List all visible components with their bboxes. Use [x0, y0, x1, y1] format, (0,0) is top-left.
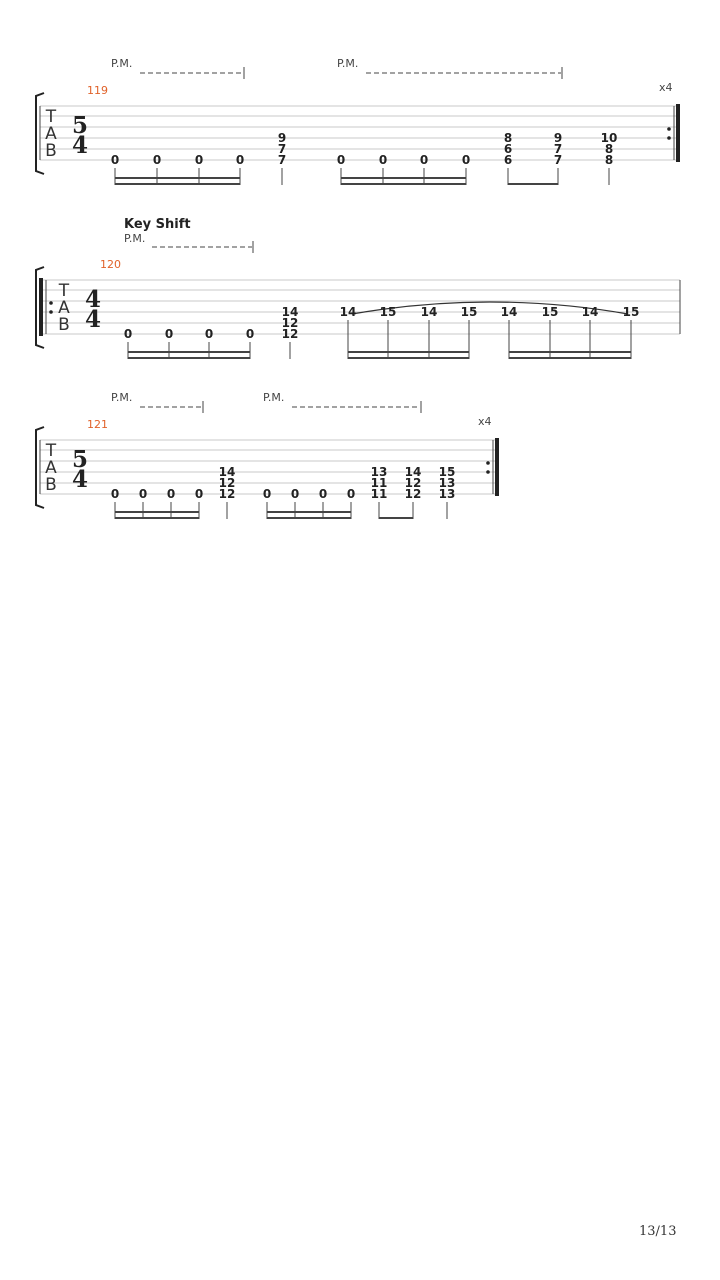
fret-number: 12: [281, 316, 299, 330]
repeat-dot: [667, 127, 671, 131]
fret-number: 7: [277, 142, 287, 156]
fret-number: 0: [346, 487, 356, 501]
fret-number: 7: [553, 153, 563, 167]
palm-mute-label: P.M.: [263, 391, 285, 404]
fret-number: 12: [404, 487, 422, 501]
fret-number: 15: [622, 305, 640, 319]
repeat-dot: [486, 461, 490, 465]
fret-number: 15: [460, 305, 478, 319]
fret-number: 0: [164, 327, 174, 341]
fret-number: 11: [370, 487, 388, 501]
fret-number: 8: [604, 153, 614, 167]
fret-number: 14: [218, 465, 236, 479]
fret-number: 13: [438, 487, 456, 501]
fret-number: 0: [166, 487, 176, 501]
page-number: 13/13: [639, 1224, 677, 1239]
time-signature-bottom: 4: [71, 466, 89, 493]
fret-number: 14: [281, 305, 299, 319]
fret-number: 10: [600, 131, 618, 145]
fret-number: 12: [218, 476, 236, 490]
measure-number: 121: [87, 418, 108, 431]
fret-number: 0: [461, 153, 471, 167]
time-signature-top: 5: [71, 112, 89, 139]
fret-number: 6: [503, 153, 513, 167]
fret-number: 0: [152, 153, 162, 167]
staff-lines: [40, 440, 497, 494]
section-label: Key Shift: [124, 217, 191, 232]
fret-number: 0: [194, 487, 204, 501]
fret-number: 14: [500, 305, 518, 319]
fret-number: 15: [438, 465, 456, 479]
fret-number: 0: [123, 327, 133, 341]
rhythm-notation: [115, 502, 447, 519]
tab-clef-b: B: [45, 475, 57, 495]
fret-number: 0: [245, 327, 255, 341]
fret-number: 0: [110, 487, 120, 501]
time-signature-bottom: 4: [84, 306, 102, 333]
repeat-count: x4: [478, 415, 492, 428]
fret-number: 14: [404, 465, 422, 479]
fret-number: 8: [604, 142, 614, 156]
fret-number: 9: [553, 131, 563, 145]
tab-clef-t: T: [45, 107, 57, 127]
fret-number: 0: [419, 153, 429, 167]
fret-number: 14: [420, 305, 438, 319]
fret-number: 13: [370, 465, 388, 479]
fret-number: 0: [318, 487, 328, 501]
fret-number: 14: [339, 305, 357, 319]
measure-number: 119: [87, 84, 108, 97]
system-120: [36, 217, 680, 359]
fret-number: 0: [204, 327, 214, 341]
repeat-dot: [667, 136, 671, 140]
fret-number: 6: [503, 142, 513, 156]
staff-lines: [40, 106, 678, 160]
fret-number: 0: [110, 153, 120, 167]
fret-number: 12: [281, 327, 299, 341]
tab-clef-a: A: [45, 124, 57, 144]
fret-number: 8: [503, 131, 513, 145]
fret-number: 15: [379, 305, 397, 319]
fret-number: 7: [277, 153, 287, 167]
tab-clef-a: A: [45, 458, 57, 478]
palm-mute-label: P.M.: [337, 57, 359, 70]
time-signature-top: 4: [84, 286, 102, 313]
fret-number: 0: [378, 153, 388, 167]
fret-number: 9: [277, 131, 287, 145]
tab-clef-b: B: [45, 141, 57, 161]
tab-clef-a: A: [58, 298, 70, 318]
palm-mute-label: P.M.: [124, 232, 146, 245]
tab-clef-t: T: [58, 281, 70, 301]
repeat-count: x4: [659, 81, 673, 94]
fret-number: 7: [553, 142, 563, 156]
fret-number: 15: [541, 305, 559, 319]
fret-number: 0: [235, 153, 245, 167]
fret-number: 13: [438, 476, 456, 490]
palm-mute-label: P.M.: [111, 57, 133, 70]
fret-number: 11: [370, 476, 388, 490]
tab-clef-b: B: [58, 315, 70, 335]
tab-clef-t: T: [45, 441, 57, 461]
fret-number: 12: [404, 476, 422, 490]
time-signature-bottom: 4: [71, 132, 89, 159]
fret-number: 0: [290, 487, 300, 501]
fret-number: 0: [336, 153, 346, 167]
time-signature-top: 5: [71, 446, 89, 473]
repeat-dot: [49, 310, 53, 314]
repeat-dot: [49, 301, 53, 305]
fret-number: 0: [138, 487, 148, 501]
fret-number: 14: [581, 305, 599, 319]
system-119: [36, 57, 678, 185]
palm-mute-label: P.M.: [111, 391, 133, 404]
fret-number: 0: [262, 487, 272, 501]
fret-number: 0: [194, 153, 204, 167]
system-121: [36, 391, 497, 519]
rhythm-notation: [128, 320, 631, 359]
rhythm-notation: [115, 168, 609, 185]
fret-number: 12: [218, 487, 236, 501]
measure-number: 120: [100, 258, 121, 271]
repeat-dot: [486, 470, 490, 474]
